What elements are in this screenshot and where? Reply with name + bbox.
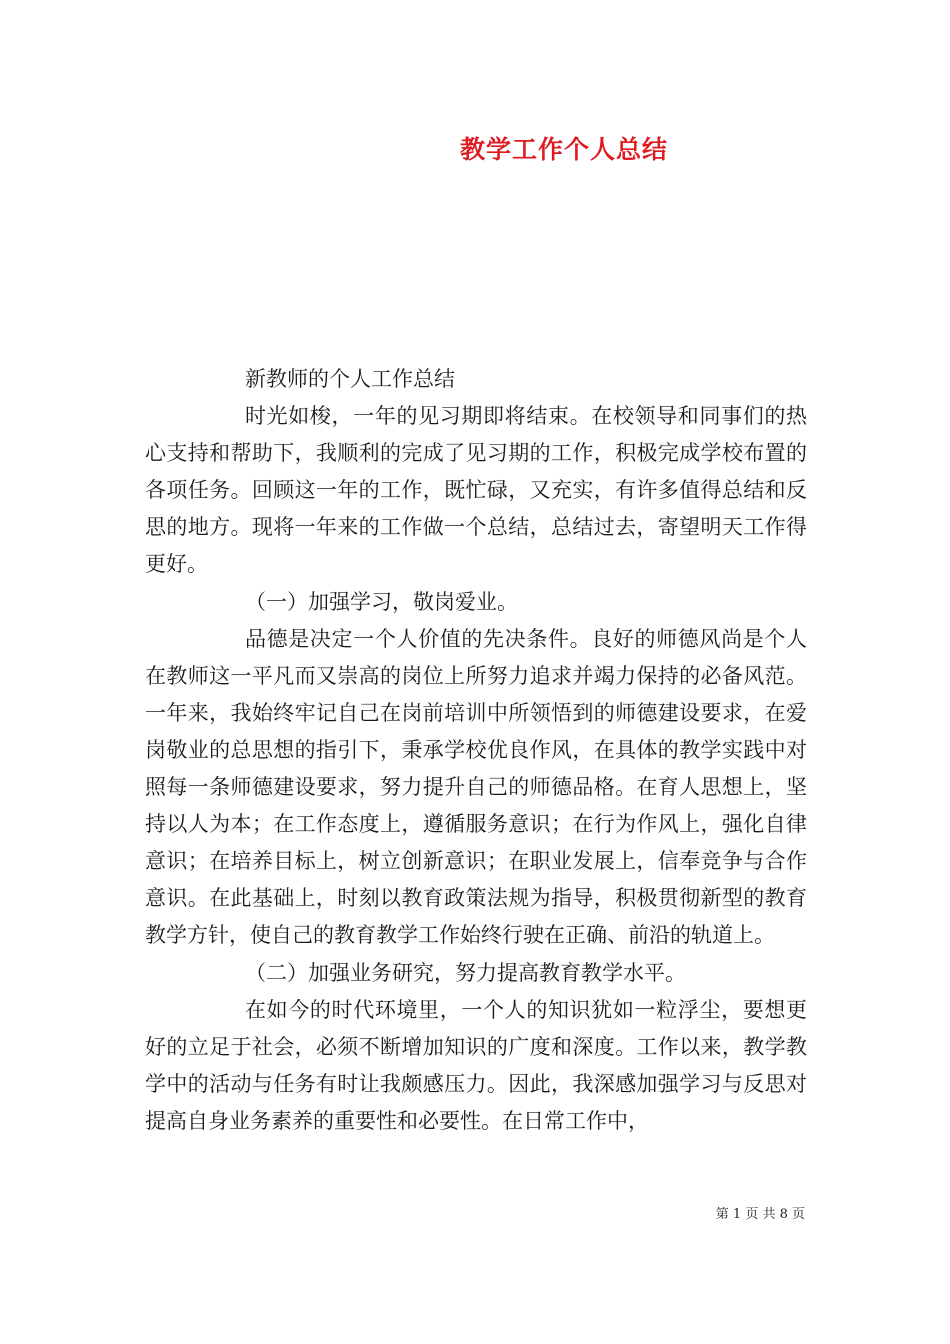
paragraph-section-1: 品德是决定一个人价值的先决条件。良好的师德风尚是个人在教师这一平凡而又崇高的岗位上所努力追求并竭力保持的必备风范。一年来，我始终牢记自己在岗前培训中所领悟到的师德建设要求，在爱岗敬业的总思想的指引下，秉承学校优良作风，在具体的教学实践中对照每一条师德建设要求，努力提升自己的师德品格。在育人思想上，坚持以人为本；在工作态度上，遵循服务意识；在行为作风上，强化自律意识；在培养目标上，树立创新意识；在职业发展上，信奉竞争与合作意识。在此基础上，时刻以教育政策法规为指导，积极贯彻新型的教育教学方针，使自己的教育教学工作始终行驶在正确、前沿的轨道上。 [145,626,807,948]
paragraph-heading: 新教师的个人工作总结 [245,367,455,391]
page-number-footer: 第 1 页 共 8 页 [715,1207,805,1222]
paragraph-intro: 时光如梭，一年的见习期即将结束。在校领导和同事们的热心支持和帮助下，我顺利的完成了见习期的工作，积极完成学校布置的各项任务。回顾这一年的工作，既忙碌，又充实，有许多值得总结和反思的地方。现将一年来的工作做一个总结，总结过去，寄望明天工作得更好。 [145,404,807,577]
paragraph-section-2: 在如今的时代环境里，一个人的知识犹如一粒浮尘，要想更好的立足于社会，必须不断增加知识的广度和深度。工作以来，教学教学中的活动与任务有时让我颇感压力。因此，我深感加强学习与反思对提高自身业务素养的重要性和必要性。在日常工作中， [145,997,807,1133]
document-body [145,361,807,1140]
document-title: 教学工作个人总结 [459,135,668,164]
section-heading-2: （二）加强业务研究，努力提高教育教学水平。 [245,960,686,985]
section-heading-1: （一）加强学习，敬岗爱业。 [245,589,518,614]
